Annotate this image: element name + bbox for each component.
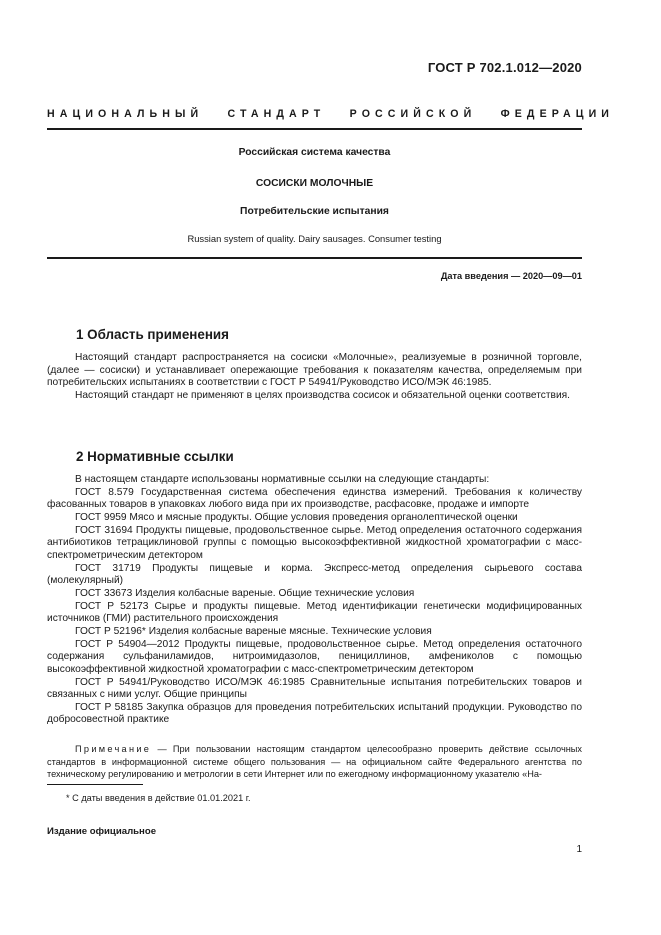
page-number: 1 bbox=[576, 844, 582, 855]
national-standard-banner: НАЦИОНАЛЬНЫЙ СТАНДАРТ РОССИЙСКОЙ ФЕДЕРАЦИИ bbox=[47, 108, 614, 120]
reference-item: ГОСТ 31694 Продукты пищевые, продовольственное сырье. Метод определения остаточного содержания антибиотиков тетрациклиновой группы с помощью высокоэффективной жидкостной хроматографии с масс-спектрометрическим детектором bbox=[47, 524, 582, 561]
section-2-body bbox=[47, 474, 582, 727]
reference-item: ГОСТ 9959 Мясо и мясные продукты. Общие условия проведения органолептической оценки bbox=[75, 511, 518, 523]
introduction-date: Дата введения — 2020—09—01 bbox=[440, 271, 582, 281]
standard-code: ГОСТ Р 702.1.012—2020 bbox=[427, 60, 582, 75]
section-1-body bbox=[47, 352, 582, 403]
reference-item: ГОСТ Р 58185 Закупка образцов для проведения потребительских испытаний продукции. Руководство по добросовестной практике bbox=[47, 701, 582, 726]
reference-item: ГОСТ Р 52196* Изделия колбасные вареные мясные. Технические условия bbox=[75, 625, 432, 637]
english-title: Russian system of quality. Dairy sausages. Consumer testing bbox=[187, 233, 442, 244]
reference-item: ГОСТ 31719 Продукты пищевые и корма. Экспресс-метод определения сырьевого состава (молекулярный) bbox=[47, 562, 582, 587]
reference-item: ГОСТ Р 54941/Руководство ИСО/МЭК 46:1985 Сравнительные испытания потребительских товаров и связанных с ними услуг. Общие принципы bbox=[47, 676, 582, 701]
product-title: СОСИСКИ МОЛОЧНЫЕ bbox=[255, 178, 374, 189]
section-1-heading: 1 Область применения bbox=[76, 327, 229, 342]
footnote: * С даты введения в действие 01.01.2021 г. bbox=[66, 793, 251, 803]
note-text: — При пользовании настоящим стандартом целесообразно проверить действие ссылочных стандартов в информационной системе общего пользования — на официальном сайте Федерального агентства по техническому регулированию и метрологии в сети Интернет или по ежегодному информационному указателю «На- bbox=[47, 744, 582, 779]
reference-item: ГОСТ Р 52173 Сырье и продукты пищевые. Метод идентификации генетически модифицированных источников (ГМИ) растительного происхождения bbox=[47, 600, 582, 625]
note bbox=[47, 743, 582, 781]
paragraph: Настоящий стандарт не применяют в целях производства сосисок и обязательной оценки соответствия. bbox=[75, 389, 570, 401]
top-rule bbox=[47, 128, 582, 130]
paragraph: Настоящий стандарт распространяется на сосиски «Молочные», реализуемые в розничной торговле, (далее — сосиски) и устанавливает опережающие требования к показателям качества, определяемым при потребительских испытаниях в соответствии с ГОСТ Р 54941/Руководство ИСО/МЭК 46:1985. bbox=[47, 352, 582, 389]
section-2-heading: 2 Нормативные ссылки bbox=[76, 449, 234, 464]
subtitle: Потребительские испытания bbox=[240, 206, 389, 217]
reference-item: ГОСТ 8.579 Государственная система обеспечения единства измерений. Требования к количеству фасованных товаров в упаковках любого вида при их производстве, расфасовке, продаже и импорте bbox=[47, 486, 582, 511]
reference-item: ГОСТ 33673 Изделия колбасные вареные. Общие технические условия bbox=[75, 587, 415, 599]
reference-item: ГОСТ Р 54904—2012 Продукты пищевые, продовольственное сырье. Метод определения остаточного содержания сульфаниламидов, нитроимидазолов, пенициллинов, амфениколов с помощью высокоэффективной жидкостной хроматографии с масс-спектрометрическим детектором bbox=[47, 638, 582, 675]
reference-item: В настоящем стандарте использованы нормативные ссылки на следующие стандарты: bbox=[75, 474, 490, 485]
note-label: Примечание bbox=[75, 744, 152, 754]
footnote-rule bbox=[47, 784, 143, 785]
system-title: Российская система качества bbox=[238, 147, 391, 158]
bottom-rule bbox=[47, 257, 582, 259]
edition-label: Издание официальное bbox=[47, 826, 157, 837]
